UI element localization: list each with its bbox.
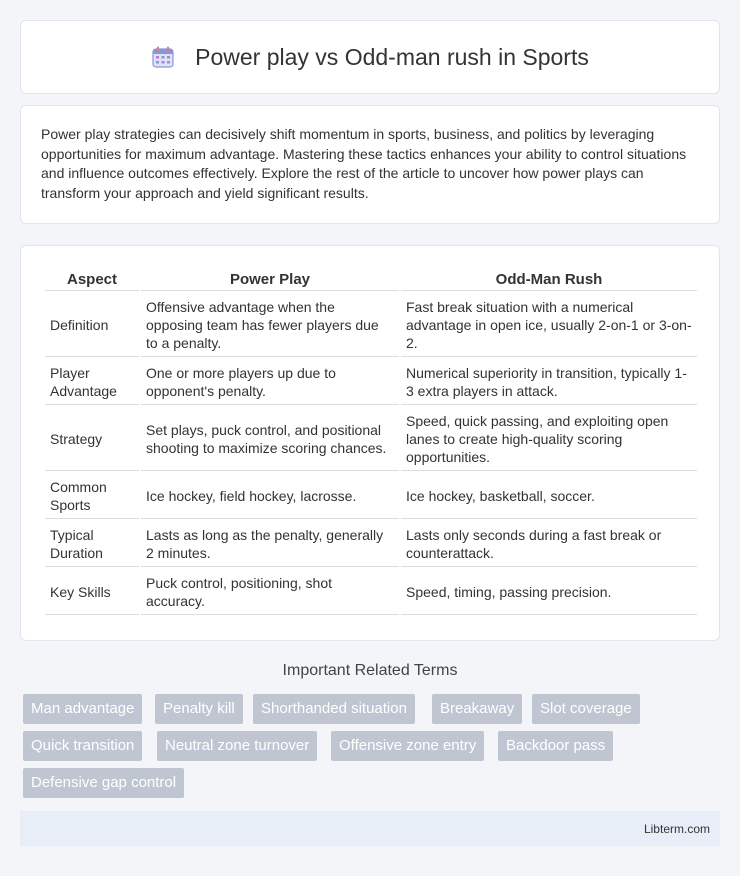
tag-man-advantage[interactable]: Man advantage (23, 694, 142, 724)
row-odd-man-rush: Speed, quick passing, and exploiting open lanes to create high-quality scoring opportunities. (401, 407, 697, 471)
row-power-play: Ice hockey, field hockey, lacrosse. (141, 473, 399, 519)
row-odd-man-rush: Speed, timing, passing precision. (401, 569, 697, 615)
row-aspect: Common Sports (45, 473, 139, 519)
table-header-row (45, 268, 697, 291)
table-row (45, 569, 697, 615)
row-power-play: Puck control, positioning, shot accuracy. (141, 569, 399, 615)
comparison-table (43, 266, 699, 617)
row-aspect: Typical Duration (45, 521, 139, 567)
table-row (45, 473, 697, 519)
tag-quick-transition[interactable]: Quick transition (23, 731, 142, 761)
row-power-play: Lasts as long as the penalty, generally 2 minutes. (141, 521, 399, 567)
tag-defensive-gap-control[interactable]: Defensive gap control (23, 768, 184, 798)
header-odd-man-rush: Odd-Man Rush (401, 268, 697, 291)
intro-card (20, 105, 720, 224)
header-card (20, 20, 720, 94)
row-odd-man-rush: Lasts only seconds during a fast break or counterattack. (401, 521, 697, 567)
row-aspect: Definition (45, 293, 139, 357)
header-power-play: Power Play (141, 268, 399, 291)
comparison-card (20, 245, 720, 641)
tag-breakaway[interactable]: Breakaway (432, 694, 522, 724)
row-aspect: Key Skills (45, 569, 139, 615)
table-row (45, 293, 697, 357)
tag-offensive-zone-entry[interactable]: Offensive zone entry (331, 731, 484, 761)
tag-neutral-zone-turnover[interactable]: Neutral zone turnover (157, 731, 317, 761)
page-title: Power play vs Odd-man rush in Sports (195, 43, 589, 70)
calendar-icon (151, 45, 175, 69)
footer-site-link[interactable]: Libterm.com (643, 821, 710, 836)
row-odd-man-rush: Ice hockey, basketball, soccer. (401, 473, 697, 519)
row-odd-man-rush: Numerical superiority in transition, typically 1-3 extra players in attack. (401, 359, 697, 405)
footer (20, 811, 720, 846)
row-power-play: Offensive advantage when the opposing team has fewer players due to a penalty. (141, 293, 399, 357)
row-odd-man-rush: Fast break situation with a numerical advantage in open ice, usually 2-on-1 or 3-on-2. (401, 293, 697, 357)
tag-shorthanded-situation[interactable]: Shorthanded situation (253, 694, 415, 724)
tag-penalty-kill[interactable]: Penalty kill (155, 694, 243, 724)
tag-backdoor-pass[interactable]: Backdoor pass (498, 731, 613, 761)
title-wrap (151, 44, 589, 71)
row-aspect: Player Advantage (45, 359, 139, 405)
table-row (45, 407, 697, 471)
row-power-play: Set plays, puck control, and positional shooting to maximize scoring chances. (141, 407, 399, 471)
intro-text: Power play strategies can decisively shift momentum in sports, business, and politics by leveraging opportunities for maximum advantage. Mastering these tactics enhances your ability to control situations and influence outcomes effectively. Explore the rest of the article to uncover how power plays can transform your approach and yield significant results. (41, 126, 687, 201)
row-power-play: One or more players up due to opponent's penalty. (141, 359, 399, 405)
header-aspect: Aspect (45, 268, 139, 291)
table-row (45, 359, 697, 405)
related-terms-title: Important Related Terms (282, 662, 458, 679)
row-aspect: Strategy (45, 407, 139, 471)
table-row (45, 521, 697, 567)
tag-slot-coverage[interactable]: Slot coverage (532, 694, 640, 724)
